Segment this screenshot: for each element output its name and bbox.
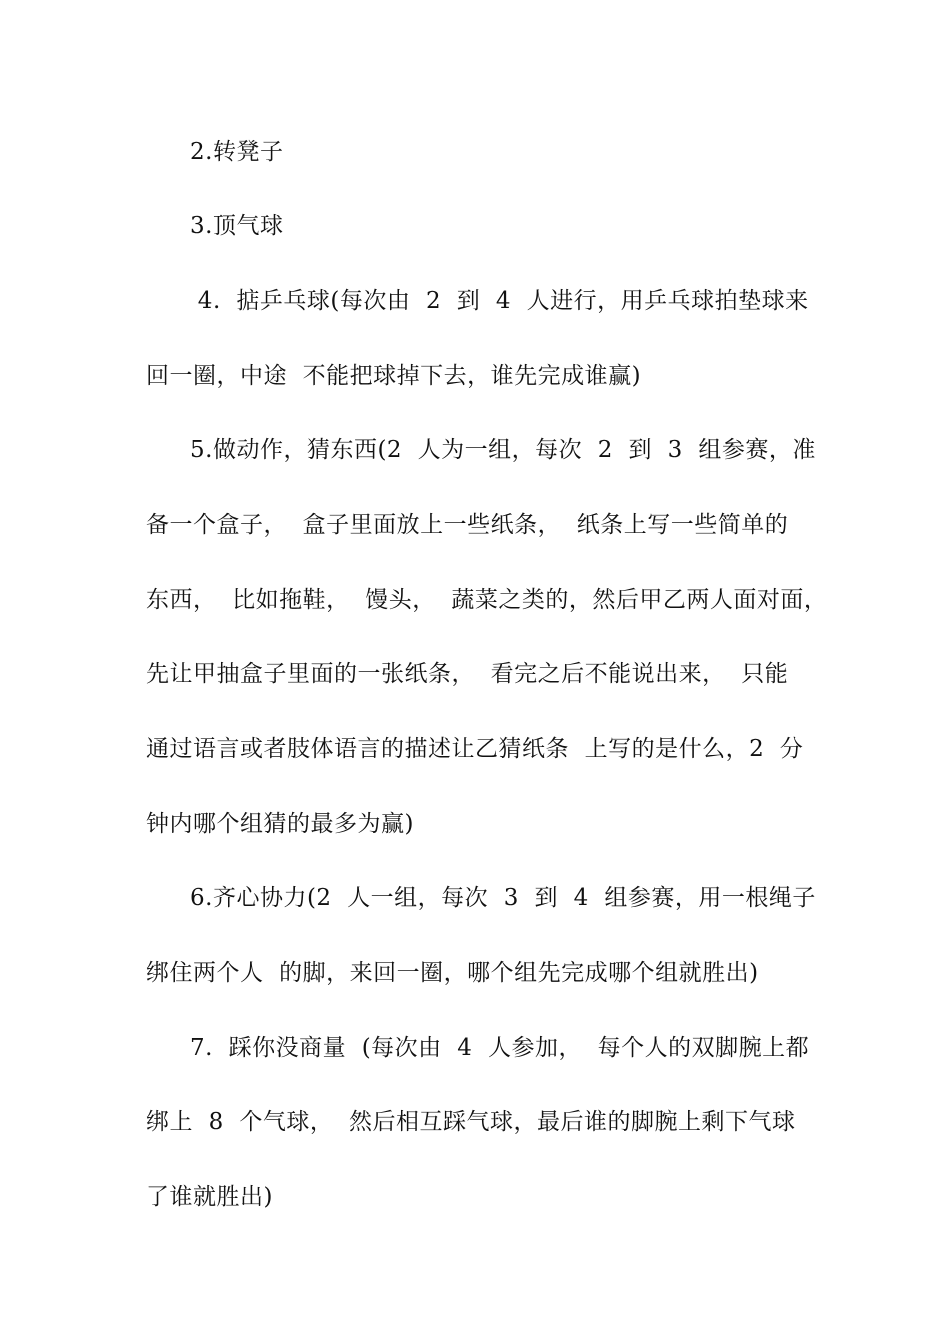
list-item-4-line-1: 4. 掂乒乓球(每次由 2 到 4 人进行，用乒乓球拍垫球来	[190, 288, 809, 314]
list-item-7-line-2: 绑上 8 个气球， 然后相互踩气球，最后谁的脚腕上剩下气球	[146, 1109, 796, 1135]
list-item-2: 2.转凳子	[190, 139, 284, 165]
list-item-5-line-6: 钟内哪个组猜的最多为赢)	[146, 811, 414, 837]
list-item-3: 3.顶气球	[190, 213, 284, 239]
list-item-5-line-3: 东西， 比如拖鞋， 馒头， 蔬菜之类的，然后甲乙两人面对面，	[146, 587, 828, 613]
list-item-5-line-1: 5.做动作，猜东西(2 人为一组，每次 2 到 3 组参赛，准	[190, 437, 816, 463]
list-item-6-line-1: 6.齐心协力(2 人一组，每次 3 到 4 组参赛，用一根绳子	[190, 885, 816, 911]
list-item-5-line-4: 先让甲抽盒子里面的一张纸条， 看完之后不能说出来， 只能	[146, 661, 789, 687]
list-item-7-line-3: 了谁就胜出)	[146, 1184, 273, 1210]
list-item-6-line-2: 绑住两个人 的脚，来回一圈，哪个组先完成哪个组就胜出)	[146, 960, 759, 986]
list-item-5-line-2: 备一个盒子， 盒子里面放上一些纸条， 纸条上写一些简单的	[146, 512, 789, 538]
list-item-4-line-2: 回一圈，中途 不能把球掉下去，谁先完成谁赢)	[146, 363, 642, 389]
list-item-5-line-5: 通过语言或者肢体语言的描述让乙猜纸条 上写的是什么，2 分	[146, 736, 804, 762]
list-item-7-line-1: 7. 踩你没商量 (每次由 4 人参加， 每个人的双脚腕上都	[190, 1035, 810, 1061]
